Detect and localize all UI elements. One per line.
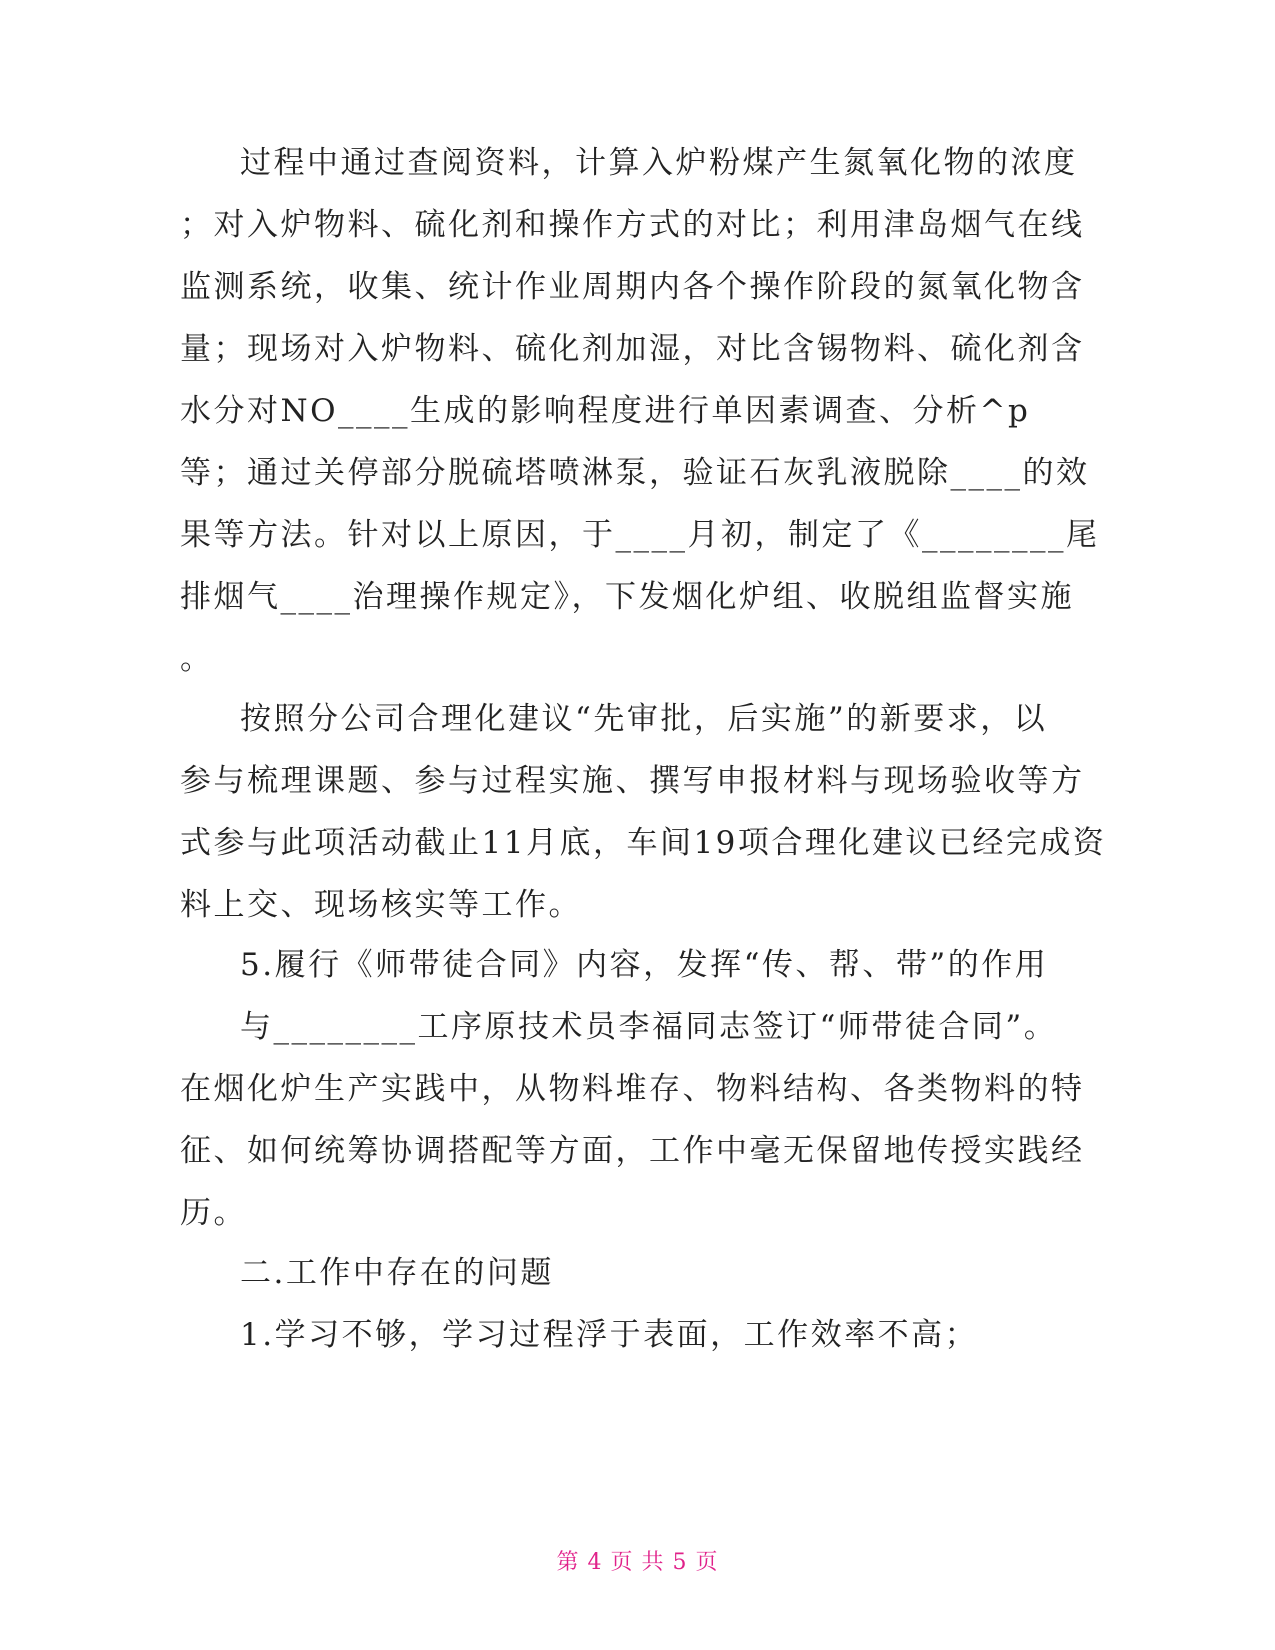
text-line: 在烟化炉生产实践中，从物料堆存、物料结构、各类物料的特 bbox=[180, 1071, 1085, 1107]
text-line: 排烟气____治理操作规定》，下发烟化炉组、收脱组监督实施 bbox=[180, 579, 1074, 615]
page-footer bbox=[0, 1545, 1275, 1576]
text-line: 过程中通过查阅资料，计算入炉粉煤产生氮氧化物的浓度 bbox=[240, 145, 1078, 181]
footer-prefix: 第 bbox=[556, 1550, 580, 1575]
footer-suffix: 页 bbox=[695, 1550, 719, 1575]
text-line: 等；通过关停部分脱硫塔喷淋泵，验证石灰乳液脱除____的效 bbox=[180, 455, 1090, 491]
text-line: 与________工序原技术员李福同志签订“师带徒合同”。 bbox=[240, 1009, 1058, 1045]
section-heading: 二.工作中存在的问题 bbox=[240, 1255, 554, 1291]
text-line: 式参与此项活动截止11月底，车间19项合理化建议已经完成资 bbox=[180, 825, 1107, 861]
text-line: 征、如何统筹协调搭配等方面，工作中毫无保留地传授实践经 bbox=[180, 1133, 1085, 1169]
text-line: 量；现场对入炉物料、硫化剂加湿，对比含锡物料、硫化剂含 bbox=[180, 331, 1085, 367]
text-line: 料上交、现场核实等工作。 bbox=[180, 887, 582, 923]
text-line: 历。 bbox=[180, 1195, 247, 1231]
text-line: 监测系统，收集、统计作业周期内各个操作阶段的氮氧化物含 bbox=[180, 269, 1085, 305]
footer-middle: 页 共 bbox=[610, 1550, 665, 1575]
list-item: 1.学习不够，学习过程浮于表面，工作效率不高； bbox=[240, 1317, 979, 1353]
text-line: 。 bbox=[180, 641, 214, 677]
footer-current-page: 4 bbox=[587, 1550, 603, 1575]
text-line: 水分对NO____生成的影响程度进行单因素调查、分析^p bbox=[180, 393, 1031, 429]
footer-total-pages: 5 bbox=[672, 1550, 688, 1575]
text-line: 果等方法。针对以上原因，于____月初，制定了《________尾 bbox=[180, 517, 1100, 553]
text-line: ；对入炉物料、硫化剂和操作方式的对比；利用津岛烟气在线 bbox=[180, 207, 1085, 243]
text-line: 参与梳理课题、参与过程实施、撰写申报材料与现场验收等方 bbox=[180, 763, 1085, 799]
text-line: 5.履行《师带徒合同》内容，发挥“传、帮、带”的作用 bbox=[240, 947, 1049, 983]
text-line: 按照分公司合理化建议“先审批，后实施”的新要求，以 bbox=[240, 701, 1048, 737]
